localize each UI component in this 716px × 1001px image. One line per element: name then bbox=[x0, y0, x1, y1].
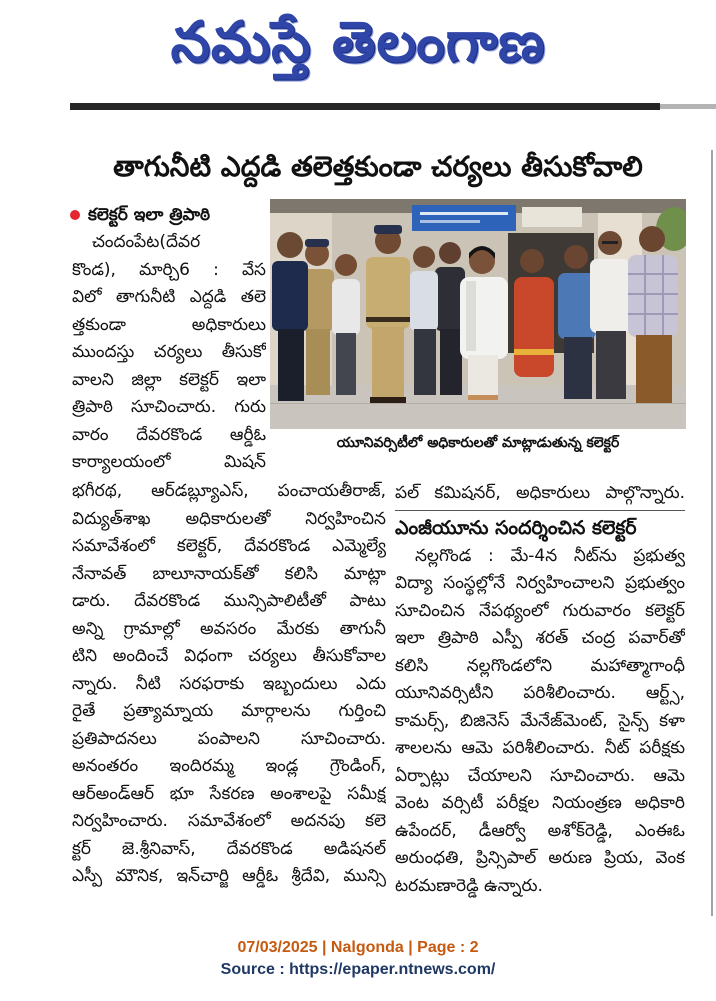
photo-banner-stripe bbox=[420, 212, 508, 215]
person-shoes bbox=[370, 397, 406, 403]
masthead-rule bbox=[70, 103, 660, 110]
byline-text: కలెక్టర్ ఇలా త్రిపాఠి bbox=[88, 205, 211, 225]
person-legs bbox=[440, 329, 462, 395]
person-torso bbox=[628, 255, 678, 337]
person-glasses bbox=[602, 241, 618, 244]
person-torso bbox=[590, 259, 630, 333]
photo-banner bbox=[412, 205, 516, 231]
shirt-check-line bbox=[628, 313, 678, 315]
person-legs bbox=[278, 329, 304, 401]
person-sandals bbox=[468, 395, 498, 400]
body-line: టరమణారెడ్డి ఉన్నారు. bbox=[395, 875, 543, 896]
body-line: అరుంధతి, ప్రిన్సిపాల్ అరుణ ప్రియ, వెంక bbox=[395, 848, 685, 868]
body-line: వారం దేవరకొండ ఆర్డీఓ bbox=[72, 424, 266, 445]
footer-source-url: Source : https://epaper.ntnews.com/ bbox=[220, 961, 496, 978]
body-line: వాలని జిల్లా కలెక్టర్ ఇలా bbox=[72, 369, 266, 390]
body-line: కొండ), మార్చి6 : వేస bbox=[72, 259, 266, 280]
body-line: విలో తాగునీటి ఎద్దడి తలె bbox=[72, 287, 266, 307]
shirt-check-line bbox=[628, 293, 678, 295]
body-line: నేనావత్ బాలూనాయక్‌తో కలిసి మాట్లా bbox=[72, 563, 386, 584]
masthead-rule-gray bbox=[660, 104, 716, 109]
police-cap bbox=[374, 225, 402, 234]
body-line: విద్యా సంస్థల్లోనే నిర్వహించాలని ప్రభుత్వం bbox=[395, 573, 685, 593]
person-torso bbox=[514, 277, 554, 377]
body-line: ఎస్పీ మౌనిక, ఇన్‌చార్జి ఆర్డీఓ శ్రీదేవి, మున్సి bbox=[72, 866, 386, 886]
photo-floor-line bbox=[270, 403, 686, 404]
news-photo bbox=[270, 199, 686, 429]
body-line: సూచించిన నేపథ్యంలో గురువారం కలెక్టర్ bbox=[395, 600, 685, 621]
section-divider bbox=[395, 510, 685, 511]
shirt-check-line bbox=[628, 273, 678, 275]
body-line: చందంపేట(దేవర bbox=[92, 232, 201, 252]
newspaper-masthead-logo: నమస్తే తెలంగాణ bbox=[170, 10, 546, 75]
person-head bbox=[439, 242, 461, 264]
body-line: త్తకుండా అధికారులు bbox=[72, 314, 266, 335]
body-line: వెంట వర్సిటీ పరీక్షల నియంత్రణ అధికారి bbox=[395, 793, 685, 813]
body-line: ముందస్తు చర్యలు తీసుకో bbox=[72, 342, 266, 362]
body-line: విద్యుత్‌శాఖ అధికారులతో నిర్వహించిన bbox=[72, 508, 386, 529]
body-line: ఏర్పాట్లు చేయాలని సూచించారు. ఆమె bbox=[395, 765, 685, 786]
person-legs bbox=[636, 335, 672, 403]
police-belt bbox=[366, 317, 410, 322]
person-legs bbox=[414, 329, 436, 395]
body-line: అన్ని గ్రామాల్లో అవసరం మేరకు తాగునీ bbox=[72, 618, 386, 639]
body-column-left-bottom bbox=[72, 478, 386, 891]
person-legs bbox=[336, 333, 356, 395]
body-line: శాలలను ఆమె పరిశీలించారు. నీట్ పరీక్షకు bbox=[395, 738, 685, 758]
body-column-right bbox=[395, 480, 685, 900]
body-line: డారు. దేవరకొండ మున్సిపాలిటీతో పాటు bbox=[72, 591, 386, 611]
shirt-check-line bbox=[644, 255, 646, 337]
person-head bbox=[335, 254, 357, 276]
photo-notice-board bbox=[522, 207, 582, 227]
body-line: క్టర్ జె.శ్రీనివాస్, దేవరకొండ అడిషనల్ bbox=[72, 838, 386, 859]
person-dupatta bbox=[466, 281, 476, 351]
body-line: రైతే ప్రత్యామ్నాయ మార్గాలను గుర్తించి bbox=[72, 701, 386, 721]
person-legs bbox=[564, 337, 592, 399]
body-line: ఆర్‌అండ్‌ఆర్ భూ సేకరణ అంశాలపై సమీక్ష bbox=[72, 783, 386, 804]
body-line: కామర్స్, బిజినెస్ మేనేజ్‌మెంట్, సైన్స్ కళా bbox=[395, 710, 685, 731]
body-line: సమావేశంలో కలెక్టర్, దేవరకొండ ఎమ్మెల్యే bbox=[72, 536, 386, 556]
body-line: నిర్వహించారు. సమావేశంలో అదనపు కలె bbox=[72, 811, 386, 831]
body-line: కార్యాలయంలో మిషన్ bbox=[72, 452, 266, 472]
person-legs bbox=[372, 327, 404, 399]
police-cap bbox=[305, 239, 329, 247]
sub-headline: ఎంజీయూను సందర్శించిన కలెక్టర్ bbox=[395, 516, 637, 539]
body-line: ఉపేందర్, డీఆర్వో అశోక్‌రెడ్డి, ఎంఈఓ bbox=[395, 820, 685, 841]
saree-border bbox=[514, 349, 554, 355]
person-torso bbox=[332, 279, 360, 335]
person-torso bbox=[272, 261, 308, 331]
body-line: నల్లగొండ : మే-4న నీట్‌ను ప్రభుత్వ bbox=[415, 545, 685, 566]
page-edge-line bbox=[711, 150, 713, 916]
article-headline: తాగునీటి ఎద్దడి తలెత్తకుండా చర్యలు తీసుకోవాలి bbox=[113, 150, 643, 183]
photo-caption: యూనివర్సిటీలో అధికారులతో మాట్లాడుతున్న కలెక్టర్ bbox=[336, 435, 620, 451]
body-line: కలిసి నల్లగొండలోని మహాత్మాగాంధీ bbox=[395, 655, 685, 676]
person-head bbox=[277, 232, 303, 258]
person-legs bbox=[468, 355, 498, 397]
person-head bbox=[520, 249, 544, 273]
body-line: న్నారు. నీటి సరఫరాకు ఇబ్బందులు ఎదు bbox=[72, 673, 386, 694]
person-torso bbox=[410, 271, 438, 331]
body-line: టిని అందించే విధంగా చర్యలు తీసుకోవాల bbox=[72, 646, 386, 666]
photo-banner-stripe bbox=[420, 220, 480, 223]
body-line: అనంతరం ఇందిరమ్మ ఇండ్ల గ్రౌండింగ్, bbox=[72, 756, 386, 776]
red-dot-icon bbox=[70, 210, 80, 220]
news-photo-illustration bbox=[270, 199, 686, 429]
body-line: ప్రతిపాదనలు పంపాలని సూచించారు. bbox=[72, 728, 386, 749]
body-column-left-top bbox=[72, 229, 266, 477]
person-head bbox=[639, 226, 665, 252]
body-line: యూనివర్సిటీని పరిశీలించారు. ఆర్ట్స్, bbox=[395, 683, 685, 703]
person-head bbox=[413, 246, 435, 268]
body-line-continued: పల్ కమిషనర్, అధికారులు పాల్గొన్నారు. bbox=[395, 483, 685, 503]
body-line: ఇలా త్రిపాఠి ఎస్పీ శరత్ చంద్ర పవార్‌తో bbox=[395, 628, 685, 648]
person-head bbox=[564, 245, 588, 269]
footer-date-edition-page: 07/03/2025 | Nalgonda | Page : 2 bbox=[237, 939, 479, 956]
person-legs bbox=[596, 331, 626, 399]
body-line: భగీరథ, ఆర్‌డబ్ల్యూఎస్, పంచాయతీరాజ్, bbox=[72, 481, 386, 501]
body-line: త్రిపాఠి సూచించారు. గురు bbox=[72, 397, 266, 417]
shirt-check-line bbox=[662, 255, 664, 337]
byline bbox=[70, 202, 266, 229]
person-legs bbox=[306, 329, 330, 395]
